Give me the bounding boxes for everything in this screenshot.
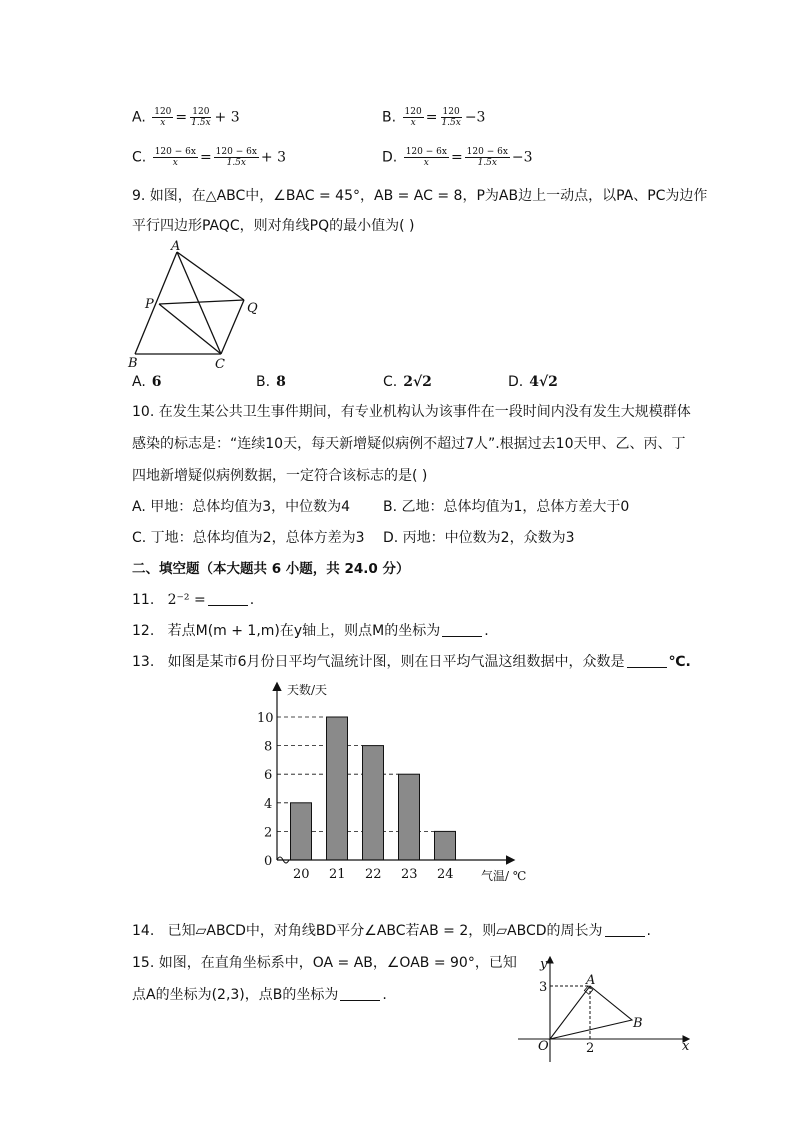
- y-tick-label: 10: [257, 711, 274, 726]
- answer-blank[interactable]: [627, 653, 667, 668]
- question-text: 若点M(m + 1,m)在y轴上，则点M的坐标为: [167, 623, 441, 639]
- fraction-denominator: 1.5x: [441, 118, 461, 128]
- x-axis-title: 气温/ ℃: [481, 869, 527, 883]
- fraction-numerator: 120 − 6x: [215, 147, 257, 157]
- q8-option-d: D. $\frac{120 - 6x}{x}$ = $\frac{120 - 6x}{1.5x}$ −3: [382, 147, 533, 168]
- fraction-denominator: x: [160, 118, 166, 128]
- x-tick-label: 24: [437, 867, 454, 882]
- x-tick-label: 22: [365, 867, 382, 882]
- triangle-oab: [550, 986, 632, 1039]
- section-heading-fill-in: 二、填空题（本大题共 6 小题，共 24.0 分）: [132, 561, 410, 577]
- label-p: P: [145, 297, 154, 312]
- option-value: 6: [151, 374, 162, 390]
- question-number: 11.: [132, 592, 155, 608]
- q9-option-c: [383, 372, 432, 392]
- option-value: 2√2: [403, 374, 432, 390]
- question-end: .: [484, 623, 489, 639]
- answer-blank[interactable]: [442, 622, 482, 637]
- option-letter: D.: [508, 374, 524, 390]
- q10-stem-line1: 10. 在发生某公共卫生事件期间，有专业机构认为该事件在一段时间内没有发生大规模群体: [132, 404, 691, 420]
- answer-blank[interactable]: [340, 986, 380, 1001]
- q9-stem-line2: 平行四边形PAQC，则对角线PQ的最小值为( ): [132, 218, 415, 234]
- label-o: O: [538, 1039, 549, 1054]
- q15-stem-line1: 15. 如图，在直角坐标系中，OA = AB，∠OAB = 90°，已知: [132, 955, 517, 971]
- q10-option-d: D. 丙地：中位数为2，众数为3: [383, 530, 575, 546]
- option-letter: C.: [383, 374, 398, 390]
- q9-parallelogram-figure: [125, 240, 275, 372]
- fraction-numerator: 120 − 6x: [405, 147, 447, 157]
- q10-option-b: B. 乙地：总体均值为1，总体方差大于0: [383, 499, 630, 515]
- q8-option-c: C. $\frac{120 - 6x}{x}$ = $\frac{120 - 6x}{1.5x}$ + 3: [132, 147, 287, 168]
- option-letter: A.: [132, 109, 146, 126]
- label-b: B: [633, 1016, 643, 1031]
- y-tick-label: 2: [264, 825, 273, 841]
- q9-option-a: [132, 372, 162, 392]
- question-end: ℃.: [668, 654, 691, 670]
- question-end: .: [249, 592, 255, 608]
- segment-pq: [159, 300, 244, 304]
- q9-stem-line1: 9. 如图，在△ABC中，∠BAC = 45°，AB = AC = 8，P为AB边上一动点，以PA、PC为边作: [132, 188, 708, 204]
- y-tick-label: 4: [264, 796, 273, 812]
- bar-20: [291, 803, 312, 860]
- fraction-numerator: 120: [442, 107, 460, 117]
- option-tail: + 3: [214, 109, 240, 126]
- fraction-denominator: 1.5x: [477, 158, 497, 168]
- label-q: Q: [247, 301, 258, 316]
- option-tail: −3: [464, 109, 486, 126]
- q10-option-c: C. 丁地：总体均值为2，总体方差为3: [132, 530, 365, 546]
- y-tick-label: 6: [264, 768, 273, 784]
- answer-blank[interactable]: [605, 922, 645, 937]
- q9-option-b: [256, 372, 286, 392]
- question-number: 12.: [132, 623, 155, 639]
- q14: [132, 921, 651, 941]
- q10-option-a: A. 甲地：总体均值为3，中位数为4: [132, 499, 351, 515]
- q15-stem-line2: [132, 985, 387, 1005]
- question-text: 已知▱ABCD中，对角线BD平分∠ABC若AB = 2，则▱ABCD的周长为: [167, 923, 603, 939]
- label-b: B: [128, 356, 138, 371]
- option-value: 8: [276, 374, 286, 390]
- question-text: 点A的坐标为(2,3)，点B的坐标为: [132, 987, 339, 1003]
- label-x: x: [682, 1039, 690, 1054]
- option-letter: A.: [132, 374, 146, 390]
- fraction-numerator: 120: [154, 107, 172, 117]
- x-tick-label: 21: [329, 867, 346, 882]
- bar-22: [363, 746, 384, 860]
- question-text: 2⁻² =: [167, 592, 206, 608]
- y-tick-label: 0: [264, 854, 273, 869]
- q13: [132, 652, 691, 672]
- question-text: 如图是某市6月份日平均气温统计图，则在日平均气温这组数据中，众数是: [167, 654, 625, 670]
- fraction-denominator: 1.5x: [191, 118, 211, 128]
- option-tail: −3: [511, 149, 533, 166]
- bar-23: [399, 774, 420, 860]
- q8-option-a: A. $\frac{120}{x}$ = $\frac{120}{1.5x}$ + 3: [132, 107, 240, 128]
- fraction-denominator: x: [423, 158, 429, 168]
- option-letter: B.: [382, 109, 397, 126]
- segment-pc: [159, 304, 221, 354]
- label-c: C: [215, 357, 225, 372]
- q9-option-d: [508, 372, 558, 392]
- option-tail: + 3: [260, 149, 287, 166]
- fraction-numerator: 120: [404, 107, 422, 117]
- answer-blank[interactable]: [208, 591, 248, 606]
- question-number: 14.: [132, 923, 155, 939]
- option-value: 4√2: [529, 374, 558, 390]
- x-tick-label: 20: [293, 867, 310, 882]
- question-number: 13.: [132, 654, 155, 670]
- q12: [132, 621, 489, 641]
- question-end: .: [646, 923, 651, 939]
- tick-label-3: 3: [539, 980, 548, 995]
- option-letter: C.: [132, 149, 147, 166]
- tick-label-2: 2: [586, 1041, 595, 1056]
- bar-21: [327, 717, 348, 860]
- fraction-denominator: 1.5x: [226, 158, 246, 168]
- y-axis-title: 天数/天: [287, 683, 328, 697]
- fraction-denominator: x: [172, 158, 178, 168]
- fraction-denominator: x: [410, 118, 416, 128]
- question-end: .: [382, 987, 387, 1003]
- q11: [132, 590, 254, 610]
- fraction-numerator: 120 − 6x: [154, 147, 196, 157]
- fraction-numerator: 120: [192, 107, 210, 117]
- label-y: y: [540, 957, 548, 972]
- segment-qc: [221, 300, 244, 354]
- bar-24: [435, 831, 456, 860]
- label-a: A: [586, 973, 596, 988]
- q15-coordinate-figure: [512, 950, 697, 1070]
- q10-stem-line3: 四地新增疑似病例数据，一定符合该标志的是( ): [132, 468, 428, 484]
- q10-stem-line2: 感染的标志是：“连续10天，每天新增疑似病例不超过7人”.根据过去10天甲、乙、丙、丁: [132, 436, 686, 452]
- temperature-bar-chart: [255, 676, 555, 886]
- q8-option-b: B. $\frac{120}{x}$ = $\frac{120}{1.5x}$ −3: [382, 107, 486, 128]
- option-letter: D.: [382, 149, 398, 166]
- x-tick-label: 23: [401, 867, 418, 882]
- y-tick-label: 8: [264, 739, 273, 755]
- fraction-numerator: 120 − 6x: [466, 147, 508, 157]
- label-a: A: [171, 240, 181, 254]
- option-letter: B.: [256, 374, 271, 390]
